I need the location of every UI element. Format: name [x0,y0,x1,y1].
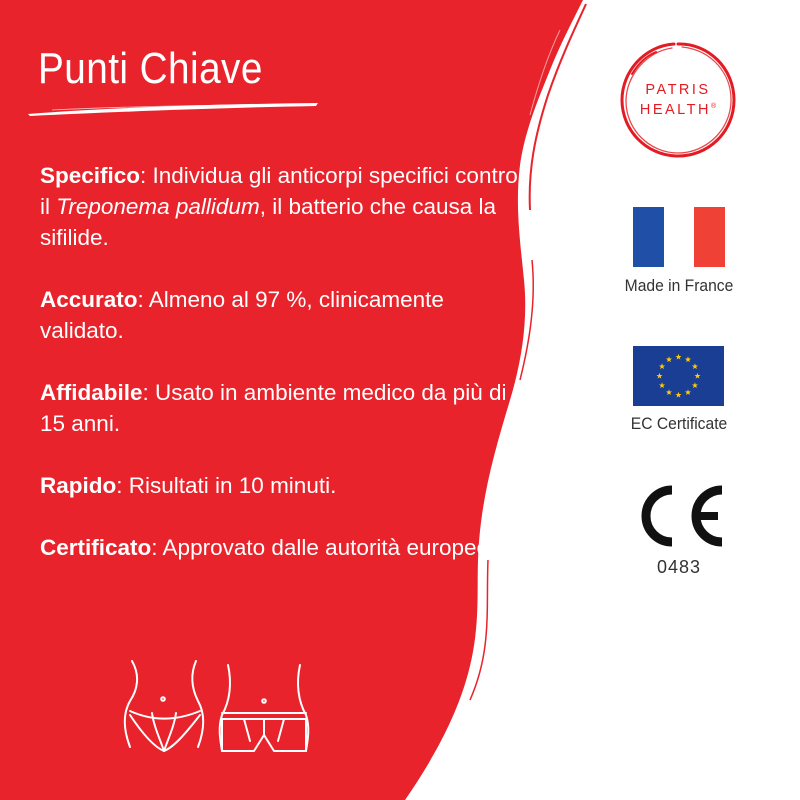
ce-mark-icon [630,483,726,549]
made-in-france-caption: Made in France [624,276,734,295]
key-point-term: Rapido [40,473,117,498]
key-point-rapido [40,470,530,501]
key-points-list [40,160,530,594]
key-point-text: : Approvato dalle autorità europee. [151,535,496,560]
patris-health-logo [616,38,740,162]
key-point-italic: Treponema pallidum [56,194,260,219]
key-point-certificato [40,532,530,563]
logo-text-line2: HEALTH® [639,102,717,118]
ce-notified-body-number: 0483 [656,557,702,577]
key-point-text: : Usato in ambiente medico da più di 15 anni. [40,380,507,436]
key-point-term: Affidabile [40,380,143,405]
key-point-text-end: , il batterio che causa la sifilide. [40,194,497,250]
key-point-accurato [40,284,530,346]
logo-brush-circle [616,38,740,162]
key-point-term: Accurato [40,287,138,312]
eu-flag-icon [633,346,724,406]
key-point-specifico [40,160,530,253]
france-flag-icon [633,207,725,267]
key-point-text: : Risultati in 10 minuti. [116,473,337,498]
key-point-term: Specifico [40,163,141,188]
female-body-outline-icon [125,661,204,751]
key-point-term: Certificato [40,535,152,560]
key-point-affidabile [40,377,530,439]
logo-text-line1: PATRIS [645,82,711,98]
body-illustrations [118,655,318,775]
key-point-text: : Almeno al 97 %, clinicamente validato. [40,287,444,343]
key-point-text: : Individua gli anticorpi specifici contro il [40,163,518,219]
male-body-outline-icon [220,665,309,751]
title-brush-underline [22,100,322,120]
ec-certificate-caption: EC Certificate [630,414,728,433]
page-title: Punti Chiave [38,44,263,93]
